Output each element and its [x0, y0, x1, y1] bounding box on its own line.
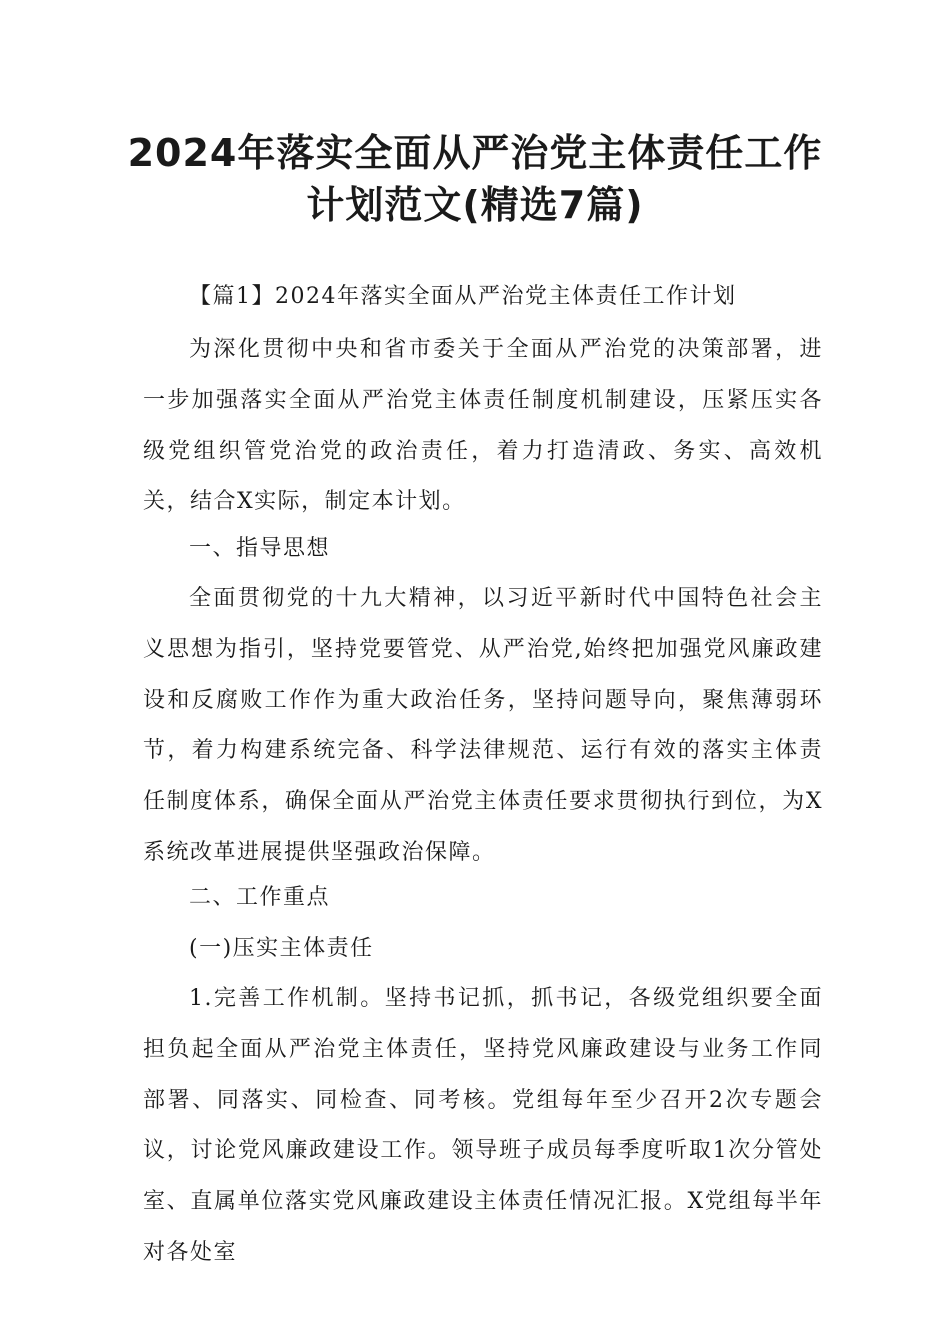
section-heading-part-1: 【篇1】2024年落实全面从严治党主体责任工作计划: [189, 284, 737, 309]
subheading-main-responsibility: (一)压实主体责任: [189, 936, 374, 961]
heading-work-focus: 二、工作重点: [189, 885, 331, 910]
document-title-line-1: 2024年落实全面从严治党主体责任工作: [127, 131, 823, 175]
intro-paragraph: 为深化贯彻中央和省市委关于全面从严治党的决策部署，进一步加强落实全面从严治党主体责任制度机制建设，压紧压实各级党组织管党治党的政治责任，着力打造清政、务实、高效机关，结合X实际，制定本计划。: [143, 337, 823, 515]
document-title-line-2: 计划范文(精选7篇): [306, 183, 644, 227]
heading-guiding-ideology: 一、指导思想: [189, 536, 331, 561]
guiding-ideology-paragraph: 全面贯彻党的十九大精神，以习近平新时代中国特色社会主义思想为指引，坚持党要管党、从严治党,始终把加强党风廉政建设和反腐败工作作为重大政治任务，坚持问题导向，聚焦薄弱环节，着力构建系统完备、科学法律规范、运行有效的落实主体责任制度体系，确保全面从严治党主体责任要求贯彻执行到位，为X系统改革进展提供坚强政治保障。: [143, 586, 823, 865]
work-mechanism-paragraph: 1.完善工作机制。坚持书记抓，抓书记，各级党组织要全面担负起全面从严治党主体责任，坚持党风廉政建设与业务工作同部署、同落实、同检查、同考核。党组每年至少召开2次专题会议，讨论党风廉政建设工作。领导班子成员每季度听取1次分管处室、直属单位落实党风廉政建设主体责任情况汇报。X党组每半年对各处室: [143, 986, 823, 1265]
